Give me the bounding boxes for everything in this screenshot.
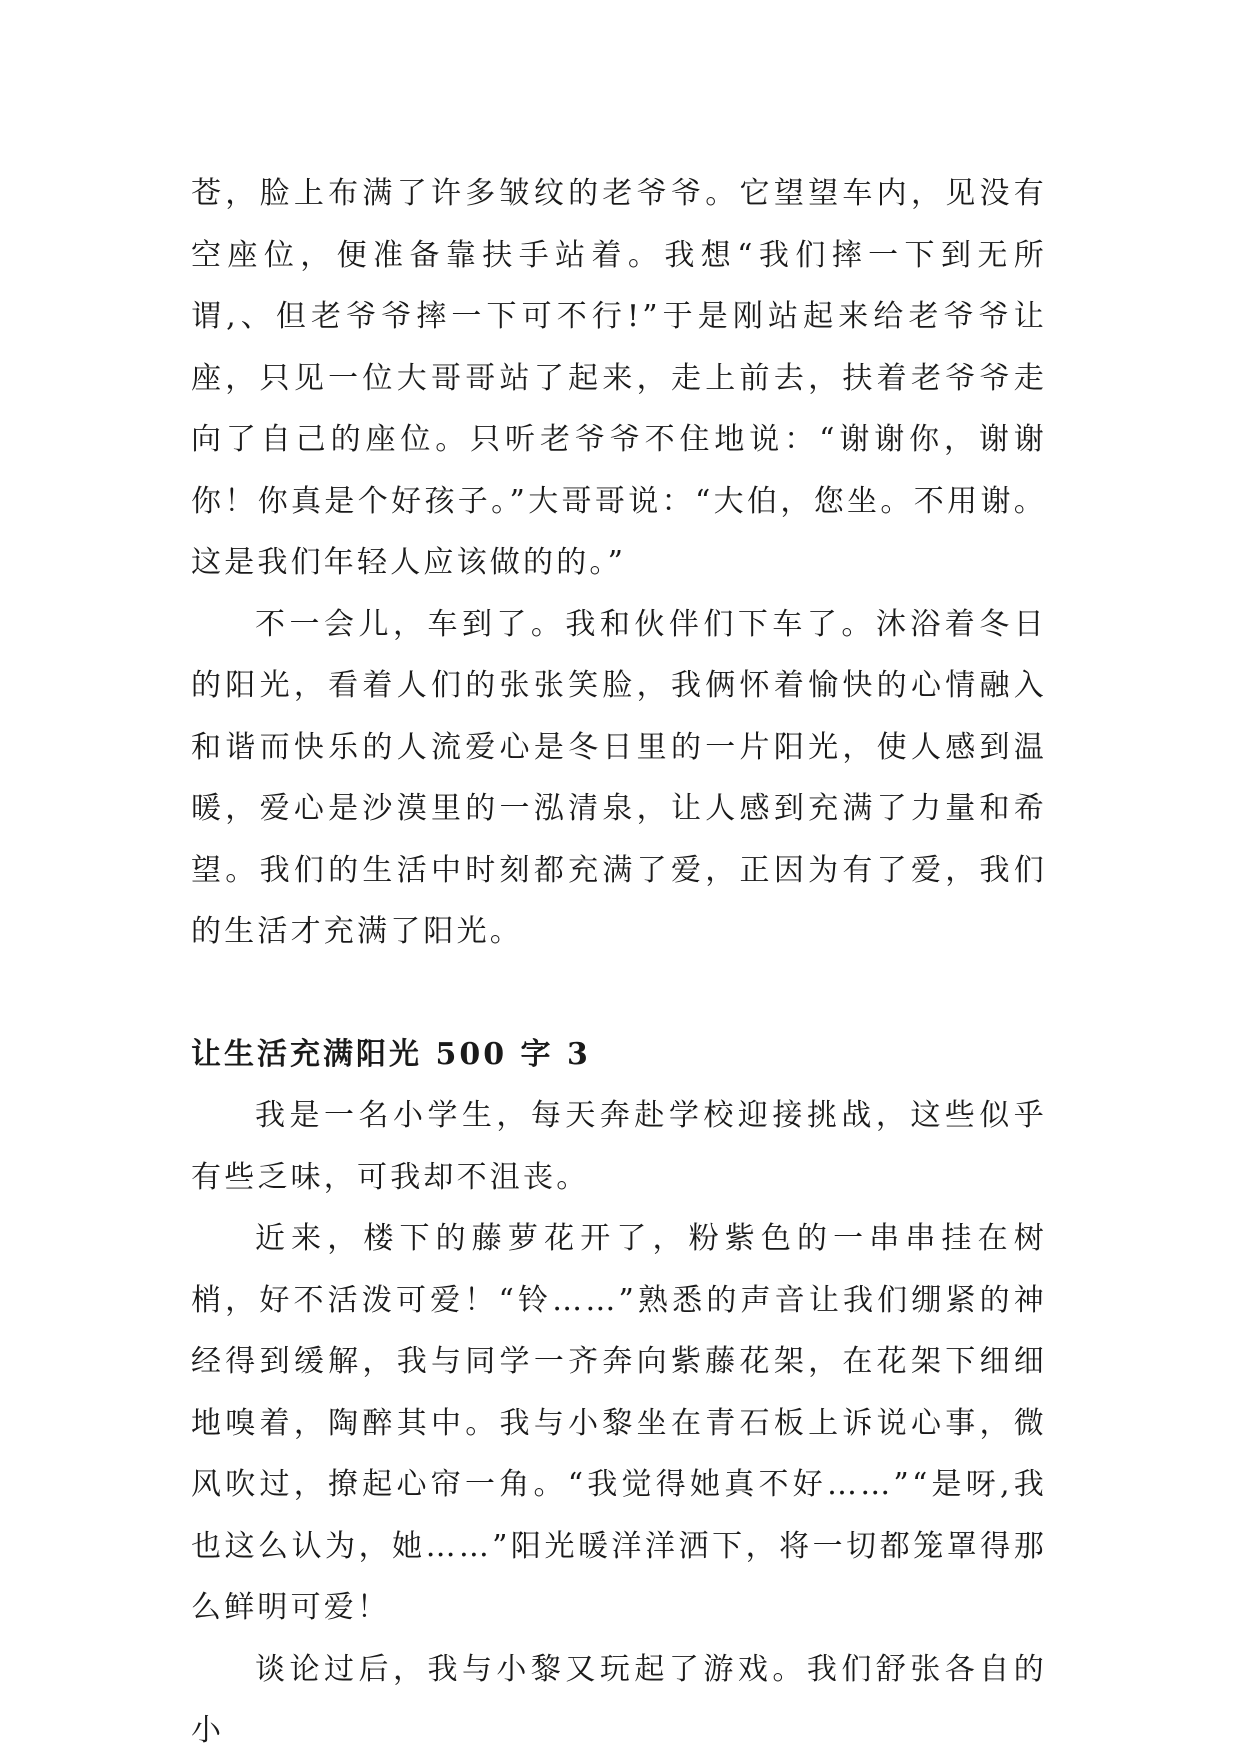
- paragraph-2: 不一会儿，车到了。我和伙伴们下车了。沐浴着冬日的阳光，看着人们的张张笑脸，我俩怀着愉快的心情融入和谐而快乐的人流爱心是冬日里的一片阳光，使人感到温暖，爱心是沙漠里的一泓清泉，让人感到充满了力量和希望。我们的生活中时刻都充满了爱，正因为有了爱，我们的生活才充满了阳光。: [191, 606, 1047, 949]
- document-body: [191, 163, 1047, 1762]
- paragraph-3: 我是一名小学生，每天奔赴学校迎接挑战，这些似乎有些乏味，可我却不沮丧。: [191, 1098, 1047, 1195]
- paragraph-1: 苍，脸上布满了许多皱纹的老爷爷。它望望车内，见没有空座位，便准备靠扶手站着。我想“我们摔一下到无所谓,、但老爷爷摔一下可不行!”于是刚站起来给老爷爷让座，只见一位大哥哥站了起来，走上前去，扶着老爷爷走向了自己的座位。只听老爷爷不住地说：“谢谢你，谢谢你！你真是个好孩子。”大哥哥说：“大伯，您坐。不用谢。这是我们年轻人应该做的的。”: [191, 176, 1047, 580]
- paragraph-4: 近来，楼下的藤萝花开了，粉紫色的一串串挂在树梢，好不活泼可爱！“铃……”熟悉的声音让我们绷紧的神经得到缓解，我与同学一齐奔向紫藤花架，在花架下细细地嗅着，陶醉其中。我与小黎坐在青石板上诉说心事，微风吹过，撩起心帘一角。“我觉得她真不好……”“是呀,我也这么认为，她……”阳光暖洋洋洒下，将一切都笼罩得那么鲜明可爱！: [191, 1221, 1047, 1625]
- paragraph-5: 谈论过后，我与小黎又玩起了游戏。我们舒张各自的小: [191, 1651, 1047, 1748]
- section-title: 让生活充满阳光 500 字 3: [191, 1036, 591, 1072]
